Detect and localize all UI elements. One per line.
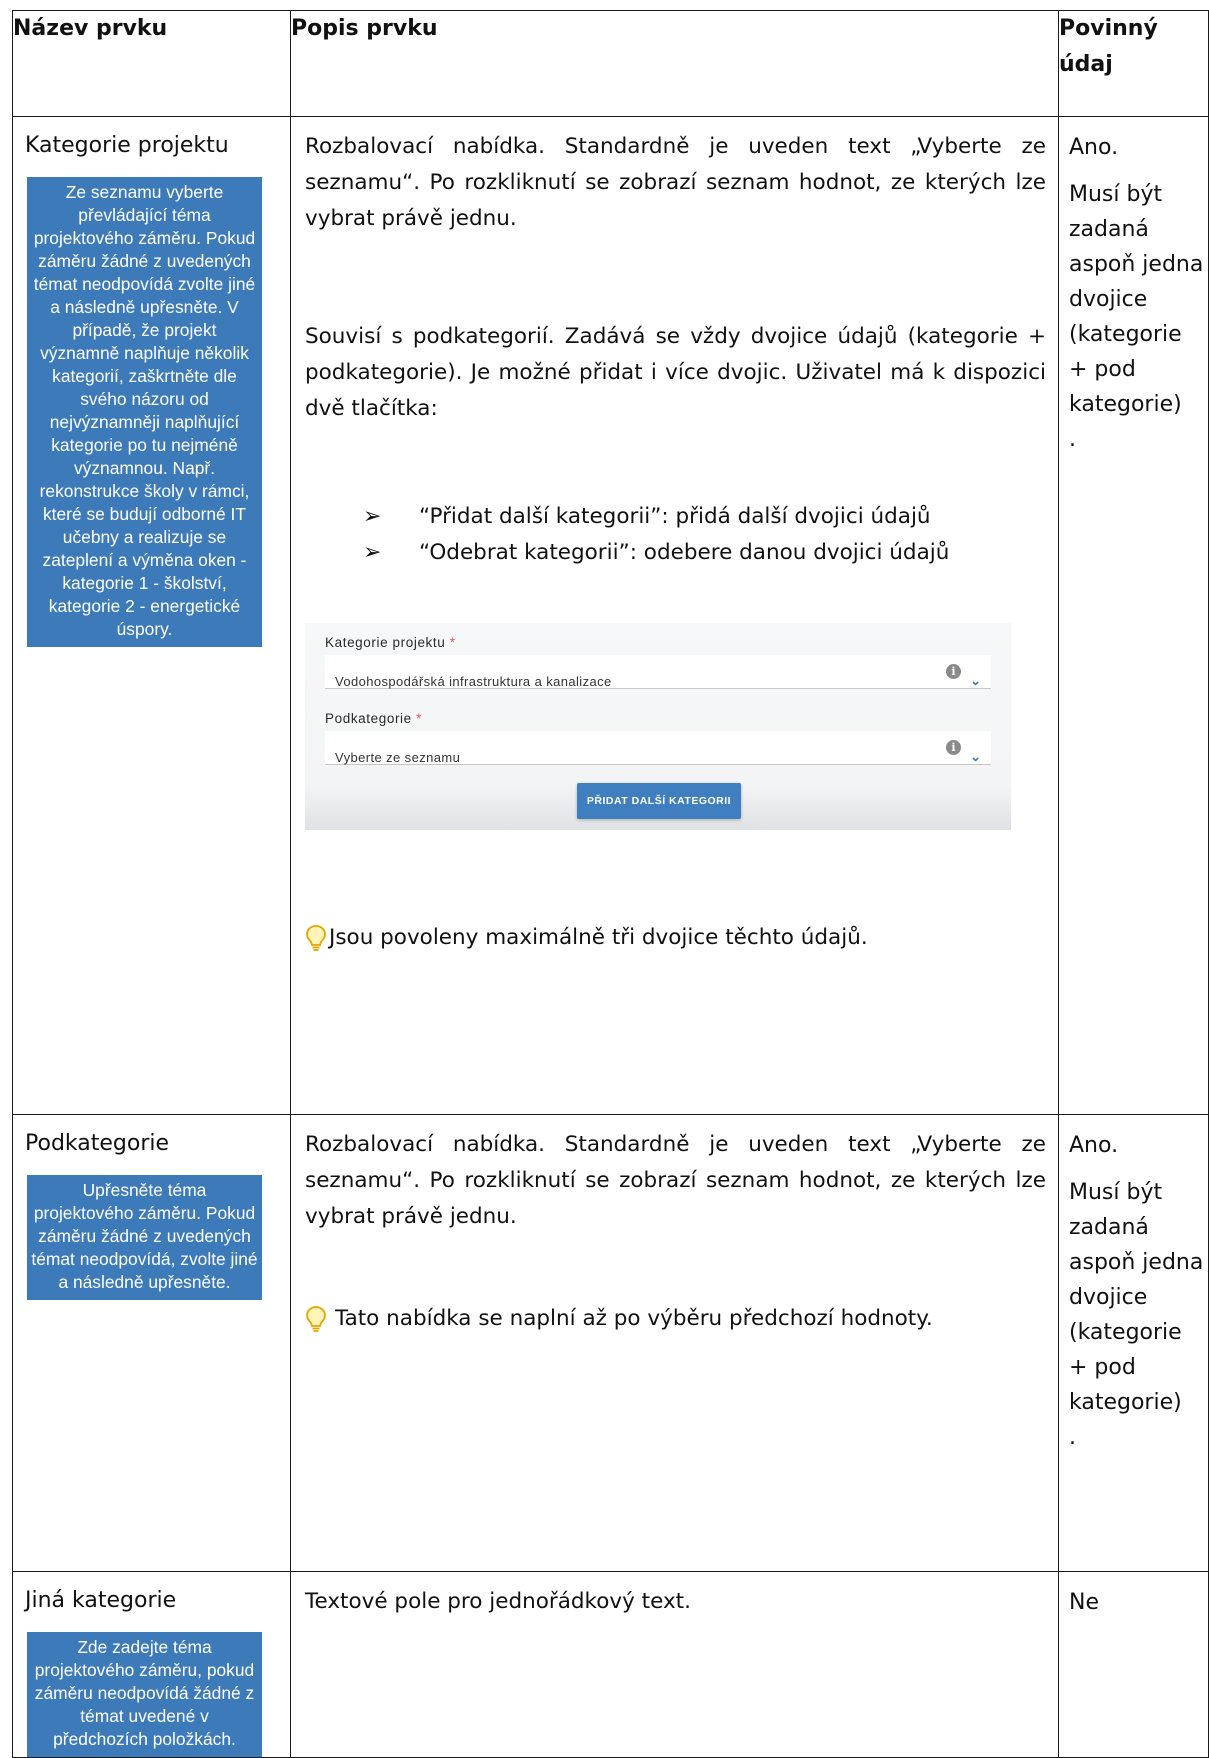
category-select-value: Vodohospodářská infrastruktura a kanalizace <box>335 674 612 689</box>
description-paragraph: Rozbalovací nabídka. Standardně je uveden text „Vyberte ze seznamu“. Po rozkliknutí se zobrazí seznam hodnot, ze kterých lze vybrat právě jednu. <box>305 134 1046 231</box>
button-list <box>305 499 1046 571</box>
required-dot: . <box>1069 427 1076 452</box>
description-paragraph: Rozbalovací nabídka. Standardně je uveden text „Vyberte ze seznamu“. Po rozkliknutí se zobrazí seznam hodnot, ze kterých lze vybrat právě jednu. <box>305 1132 1046 1229</box>
subcategory-select-value: Vyberte ze seznamu <box>335 750 461 765</box>
arrow-bullet-icon: ➢ <box>363 540 382 565</box>
add-category-button[interactable]: PŘIDAT DALŠÍ KATEGORII <box>577 783 741 819</box>
name-cell <box>13 117 291 1115</box>
category-select[interactable] <box>325 655 991 689</box>
required-detail: Musí být zadaná aspoň jedna dvojice (kategorie + pod kategorie) <box>1069 1180 1204 1415</box>
list-item-text: “Odebrat kategorii”: odebere danou dvojici údajů <box>419 540 950 565</box>
note <box>305 920 1046 956</box>
lightbulb-icon <box>305 1305 327 1333</box>
required-detail: Musí být zadaná aspoň jedna dvojice (kategorie + pod kategorie) <box>1069 182 1204 417</box>
table-row <box>13 117 1209 1115</box>
list-item-text: “Přidat další kategorii”: přidá další dvojici údajů <box>419 504 931 529</box>
required-cell <box>1059 1115 1209 1572</box>
lightbulb-icon <box>305 924 327 952</box>
info-icon[interactable]: i <box>946 664 961 679</box>
required-value: Ano. <box>1069 1133 1119 1158</box>
header-name: Název prvku <box>13 11 291 117</box>
description-paragraph: Souvisí s podkategorií. Zadává se vždy dvojice údajů (kategorie + podkategorie). Je možné přidat i více dvojic. Uživatel má k dispozici dvě tlačítka: <box>305 324 1046 421</box>
note-text: Tato nabídka se naplní až po výběru předchozí hodnoty. <box>335 1306 933 1331</box>
required-value: Ne <box>1069 1590 1099 1615</box>
description-cell <box>291 1115 1059 1572</box>
chevron-down-icon[interactable]: ⌄ <box>970 673 981 688</box>
subcategory-label: Podkategorie * <box>325 711 422 726</box>
required-cell <box>1059 1572 1209 1758</box>
table-row <box>13 1115 1209 1572</box>
required-cell <box>1059 117 1209 1115</box>
element-name: Podkategorie <box>25 1131 170 1156</box>
element-name: Kategorie projektu <box>25 133 229 158</box>
required-value: Ano. <box>1069 135 1119 160</box>
name-cell <box>13 1572 291 1758</box>
note-text: Jsou povoleny maximálně tři dvojice těchto údajů. <box>329 925 868 950</box>
description-paragraph: Textové pole pro jednořádkový text. <box>305 1589 691 1614</box>
info-icon[interactable]: i <box>946 740 961 755</box>
tooltip-box: Ze seznamu vyberte převládající téma projektového záměru. Pokud záměru žádné z uvedených témat neodpovídá zvolte jiné a následně upřesněte. V případě, že projekt významně naplňuje několik kategorií, zaškrtněte dle svého názoru od nejvýznamněji naplňující kategorie po tu nejméně významnou. Např. rekonstrukce školy v rámci, které se budují odborné IT učebny a realizuje se zateplení a výměna oken - kategorie 1 - školství, kategorie 2 - energetické úspory. <box>27 177 262 647</box>
note <box>305 1301 1046 1337</box>
description-cell <box>291 117 1059 1115</box>
specification-table <box>12 10 1209 1758</box>
list-item <box>363 499 1046 535</box>
tooltip-box: Zde zadejte téma projektového záměru, pokud záměru neodpovídá žádné z témat uvedené v předchozích položkách. <box>27 1632 262 1757</box>
category-label: Kategorie projektu * <box>325 635 456 650</box>
tooltip-box: Upřesněte téma projektového záměru. Pokud záměru žádné z uvedených témat neodpovídá, zvolte jiné a následně upřesněte. <box>27 1175 262 1300</box>
required-dot: . <box>1069 1425 1076 1450</box>
name-cell <box>13 1115 291 1572</box>
arrow-bullet-icon: ➢ <box>363 504 382 529</box>
form-screenshot <box>305 623 1011 830</box>
element-name: Jiná kategorie <box>25 1588 177 1613</box>
chevron-down-icon[interactable]: ⌄ <box>970 749 981 764</box>
description-cell <box>291 1572 1059 1758</box>
list-item <box>363 535 1046 571</box>
subcategory-select[interactable] <box>325 731 991 765</box>
header-required: Povinný údaj <box>1059 11 1209 117</box>
table-header-row <box>13 11 1209 117</box>
table-row <box>13 1572 1209 1758</box>
header-description: Popis prvku <box>291 11 1059 117</box>
